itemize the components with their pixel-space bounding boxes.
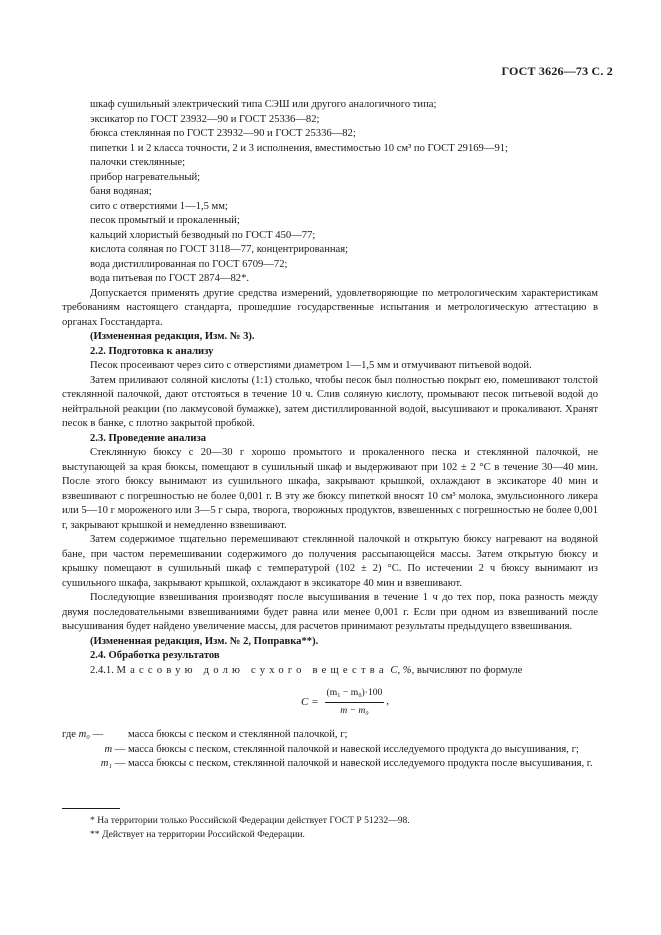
footnote-2: ** Действует на территории Российской Федерации. [90,829,305,840]
formula-fraction [325,686,385,718]
list-item: прибор нагревательный; [90,171,201,183]
symbol: m₀ [78,729,90,740]
paragraph: Последующие взвешивания производят после высушивания в течение 1 ч до тех пор, пока разность между двумя последовательными взвешиваниями будет равна или менее 0,001 г. Если при одном из взвешиваний после высушивания будет найдено увеличение массы, для расчетов принимают результаты предыдущего взвешивания. [62,592,598,632]
section-2-4-title: 2.4. Обработка результатов [90,650,220,661]
definition-label [62,757,128,772]
list-item: палочки стеклянные; [90,157,186,168]
list-item: бюкса стеклянная по ГОСТ 23932—90 и ГОСТ 25336—82; [90,128,356,139]
dash: — [92,729,104,740]
definition-text: масса бюксы с песком, стеклянной палочкой и навеской исследуемого продукта после высушивания, г. [128,758,593,769]
section-2-2-title: 2.2. Подготовка к анализу [90,345,214,357]
list-item: песок промытый и прокаленный; [90,215,240,226]
formula [62,686,598,718]
formula-tail: , [386,695,389,707]
section-2-3-title: 2.3. Проведение анализа [90,432,206,444]
definition-row [62,743,598,758]
formula-lhs: C = [301,695,319,708]
variable-definitions [62,728,598,772]
definition-text: масса бюксы с песком, стеклянной палочкой и навеской исследуемого продукта до высушивания, г; [128,743,579,755]
formula-numerator: (m₁ − m₀)·100 [325,686,385,703]
list-item: баня водяная; [90,186,152,197]
list-item: шкаф сушильный электрический типа СЭШ или другого аналогичного типа; [90,99,437,110]
definition-text: масса бюксы с песком и стеклянной палочкой, г; [128,729,348,740]
list-item: эксикатор по ГОСТ 23932—90 и ГОСТ 25336—82; [90,113,320,125]
page-header: ГОСТ 3626—73 С. 2 [501,64,613,78]
dash: — [114,758,126,769]
spaced-term: Массовую долю сухого вещества [116,664,388,676]
list-item: пипетки 1 и 2 класса точности, 2 и 3 исполнения, вместимостью 10 см³ по ГОСТ 29169—91; [90,142,508,154]
list-item: кальций хлористый безводный по ГОСТ 450—77; [90,229,316,241]
footnotes [90,814,590,842]
definition-row [62,728,598,743]
definition-label [62,743,128,758]
dash: — [114,743,126,755]
symbol: m [104,743,113,755]
symbol: m₁ [100,758,113,769]
formula-denominator: m − m₀ [340,704,369,716]
paragraph-allowed-instruments: Допускается применять другие средства измерений, удовлетворяющие по метрологическим характеристикам требованиям настоящего стандарта, прошедшие государственные испытания и метрологическую аттестацию в органах Госстандарта. [62,287,598,328]
list-item: вода дистиллированная по ГОСТ 6709—72; [90,258,288,270]
list-item: кислота соляная по ГОСТ 3118—77, концентрированная; [90,244,349,255]
list-item: сито с отверстиями 1—1,5 мм; [90,200,228,212]
paragraph: Затем приливают соляной кислоты (1:1) столько, чтобы песок был полностью покрыт ею, помешивают толстой стеклянной палочкой, дают отстояться в течение 10 ч. Слив соляную кислоту, промывают песок питьевой водой до нейтральной реакции (по лакмусовой бумажке), затем дистиллированной водой, высушивают и прокаливают. Хранят песок в банке, с плотно закрытой пробкой. [62,374,598,429]
definition-label [62,728,128,743]
variable-c: С, %, [390,664,415,676]
definition-row [62,757,598,772]
clause-rest: вычисляют по формуле [416,664,523,676]
edit-note-2: (Измененная редакция, Изм. № 2, Поправка**). [90,635,319,647]
footnote-divider [62,808,120,809]
list-item: вода питьевая по ГОСТ 2874—82*. [90,273,250,284]
paragraph: Затем содержимое тщательно перемешивают стеклянной палочкой и открытую бюксу нагревают на водяной бане, при частом перемешивании содержимого до получения рассыпающейся массы. Затем открытую бюксу и крышку помещают в сушильный шкаф с температурой (102 ± 2) °С. По истечении 2 ч бюксу вынимают из сушильного шкафа, закрывают крышкой, охлаждают в эксикаторе 40 мин и взвешивают. [62,534,598,589]
section-2-4-1-intro [62,664,598,679]
document-body [62,98,598,772]
paragraph: Стеклянную бюксу с 20—30 г хорошо промытого и прокаленного песка и стеклянной палочкой, не выступающей за края бюксы, помещают в сушильный шкаф и выдерживают при 102 ± 2 °С в течение 30—40 мин. После этого бюксу вынимают из сушильного шкафа, закрывают крышкой, охлаждают в эксикаторе 40 мин и взвешивают с погрешностью не более 0,001 г. В эту же бюксу пипеткой вносят 10 см³ молока, эмульсионного ликера или 5—10 г мороженого или 3—5 г сыра, творога, творожных продуктов, взвешенных с погрешностью не более 0,001 г, закрывают крышкой и немедленно взвешивают. [62,447,598,531]
footnote-1: * На территории только Российской Федерации действует ГОСТ Р 51232—98. [90,815,410,826]
paragraph: Песок просеивают через сито с отверстиями диаметром 1—1,5 мм и отмучивают питьевой водой. [90,360,532,371]
where-word: где [62,729,76,740]
edit-note-1: (Измененная редакция, Изм. № 3). [90,331,255,342]
clause-number: 2.4.1. [90,664,114,676]
equipment-list [62,98,598,287]
